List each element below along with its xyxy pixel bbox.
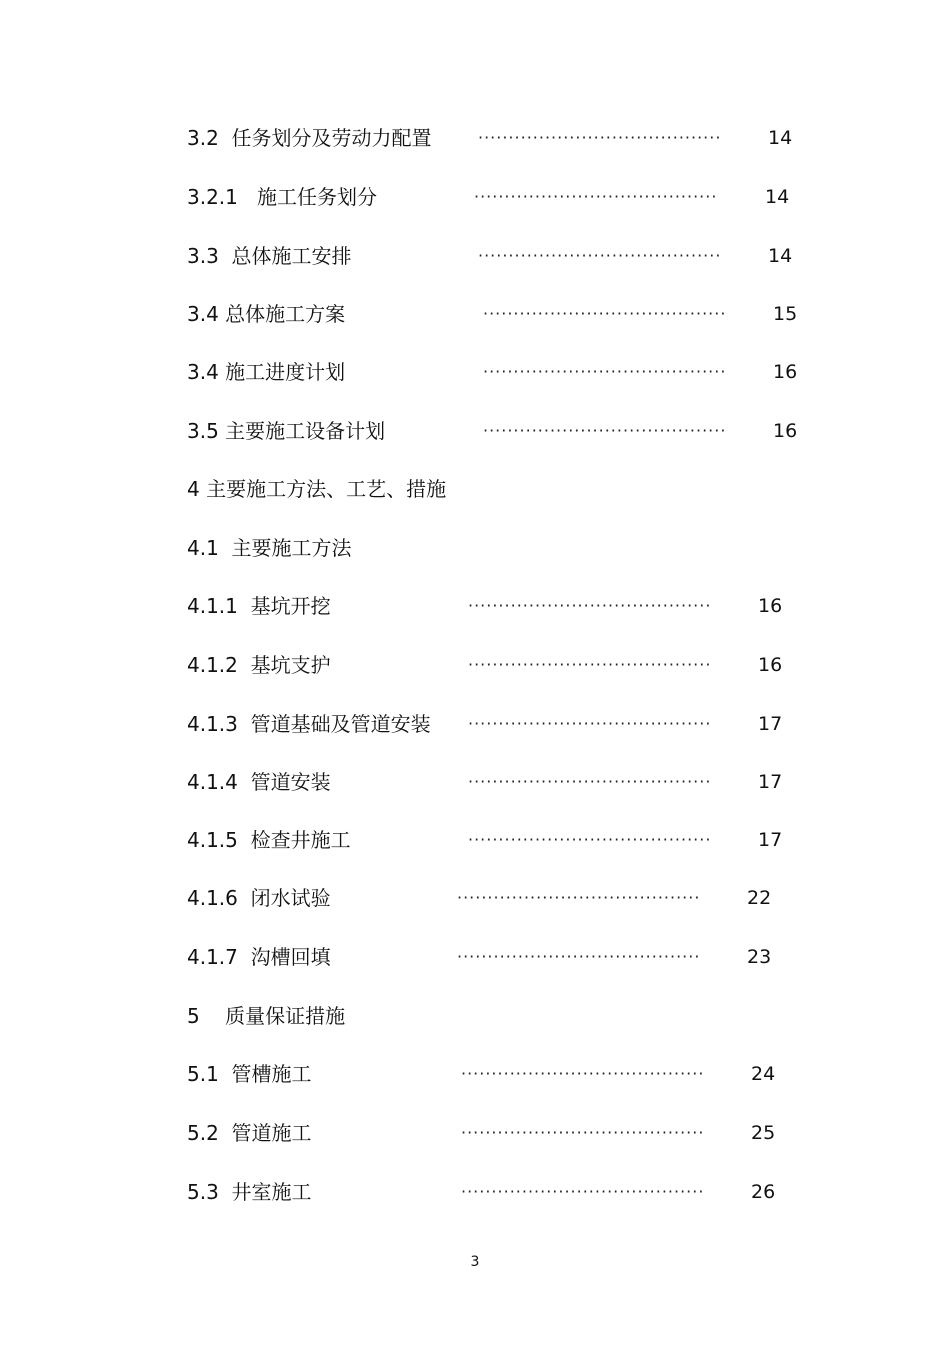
toc-entry-4-1-4 [0, 767, 950, 797]
toc-entry-label: 4.1.5 检查井施工 [187, 828, 351, 852]
toc-page-number: 17 [758, 829, 783, 851]
toc-entry-label: 3.2 任务划分及劳动力配置 [187, 126, 432, 150]
toc-page-number: 25 [751, 1122, 776, 1144]
toc-page-number: 22 [747, 887, 772, 909]
toc-entry-label: 5.3 井室施工 [187, 1180, 312, 1204]
toc-entry-label: 3.3 总体施工安排 [187, 244, 352, 268]
toc-entry-label: 3.4 施工进度计划 [187, 360, 346, 384]
toc-page-number: 16 [773, 420, 798, 442]
toc-dot-leader: ········································ [468, 830, 712, 849]
toc-entry-label: 4.1 主要施工方法 [187, 536, 352, 560]
toc-entry-4 [0, 474, 950, 504]
toc-page-number: 17 [758, 771, 783, 793]
toc-entry-5-3 [0, 1177, 950, 1207]
toc-entry-label: 5.1 管槽施工 [187, 1062, 312, 1086]
toc-entry-4-1-2 [0, 650, 950, 680]
toc-entry-label: 4.1.7 沟槽回填 [187, 945, 331, 969]
toc-entry-label: 3.5 主要施工设备计划 [187, 419, 386, 443]
toc-page-number: 23 [747, 946, 772, 968]
toc-dot-leader: ········································ [461, 1182, 705, 1201]
toc-entry-4-1 [0, 533, 950, 563]
toc-entry-label: 4.1.4 管道安装 [187, 770, 331, 794]
toc-entry-5 [0, 1001, 950, 1031]
page-footer-number: 3 [470, 1254, 480, 1270]
toc-entry-4-1-3 [0, 709, 950, 739]
toc-entry-label: 4.1.1 基坑开挖 [187, 594, 331, 618]
toc-dot-leader: ········································ [461, 1123, 705, 1142]
toc-dot-leader: ········································ [468, 596, 712, 615]
toc-entry-label: 4.1.2 基坑支护 [187, 653, 331, 677]
toc-page-number: 14 [768, 245, 793, 267]
toc-entry-5-1 [0, 1059, 950, 1089]
toc-entry-3-2 [0, 123, 950, 153]
toc-entry-label: 5.2 管道施工 [187, 1121, 312, 1145]
toc-entry-label: 3.4 总体施工方案 [187, 302, 346, 326]
toc-page-number: 16 [773, 361, 798, 383]
toc-entry-label: 4.1.3 管道基础及管道安装 [187, 712, 431, 736]
toc-dot-leader: ········································ [468, 772, 712, 791]
toc-entry-5-2 [0, 1118, 950, 1148]
toc-entry-3-4-a [0, 299, 950, 329]
toc-entry-3-2-1 [0, 182, 950, 212]
toc-entry-3-3 [0, 241, 950, 271]
toc-page-number: 15 [773, 303, 798, 325]
toc-entry-label: 5 质量保证措施 [187, 1004, 346, 1028]
toc-page-number: 14 [765, 186, 790, 208]
toc-entry-3-4-b [0, 357, 950, 387]
toc-page-number: 16 [758, 654, 783, 676]
toc-dot-leader: ········································ [468, 714, 712, 733]
toc-entry-label: 4 主要施工方法、工艺、措施 [187, 477, 447, 501]
toc-page-number: 14 [768, 127, 793, 149]
toc-dot-leader: ········································ [474, 187, 718, 206]
toc-dot-leader: ········································ [457, 947, 701, 966]
toc-page-number: 16 [758, 595, 783, 617]
toc-entry-4-1-5 [0, 825, 950, 855]
toc-dot-leader: ········································ [457, 888, 701, 907]
toc-entry-label: 4.1.6 闭水试验 [187, 886, 331, 910]
toc-dot-leader: ········································ [468, 655, 712, 674]
toc-entry-4-1-1 [0, 591, 950, 621]
toc-entry-3-5 [0, 416, 950, 446]
toc-dot-leader: ········································ [483, 304, 727, 323]
toc-page-number: 26 [751, 1181, 776, 1203]
toc-dot-leader: ········································ [461, 1064, 705, 1083]
toc-entry-4-1-6 [0, 883, 950, 913]
toc-dot-leader: ········································ [483, 421, 727, 440]
toc-dot-leader: ········································ [478, 246, 722, 265]
toc-dot-leader: ········································ [478, 128, 722, 147]
toc-entry-4-1-7 [0, 942, 950, 972]
toc-entry-label: 3.2.1 施工任务划分 [187, 185, 377, 209]
toc-page-number: 24 [751, 1063, 776, 1085]
toc-page-number: 17 [758, 713, 783, 735]
toc-dot-leader: ········································ [483, 362, 727, 381]
